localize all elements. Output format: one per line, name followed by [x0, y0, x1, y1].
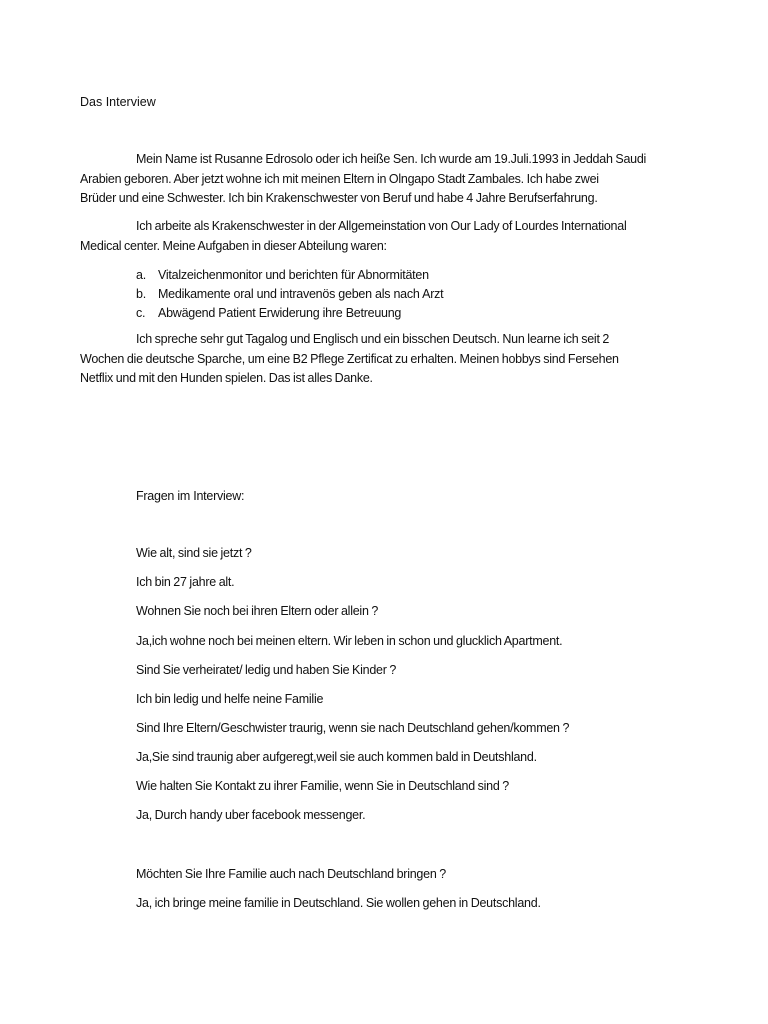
interview-answer: Ja, Durch handy uber facebook messenger. [136, 808, 366, 822]
intro-line: Brüder und eine Schwester. Ich bin Krakenschwester von Beruf und habe 4 Jahre Berufserfahrung. [80, 191, 598, 205]
interview-question: Wie halten Sie Kontakt zu ihrer Familie, wenn Sie in Deutschland sind ? [136, 779, 509, 793]
duty-marker: b. [136, 287, 146, 301]
duties-list [136, 266, 443, 323]
duty-marker: c. [136, 306, 146, 320]
language-paragraph [80, 330, 668, 389]
interview-question: Wie alt, sind sie jetzt ? [136, 546, 252, 560]
intro-paragraph [80, 150, 668, 209]
interview-answer: Ich bin ledig und helfe neine Familie [136, 692, 324, 706]
interview-question: Möchten Sie Ihre Familie auch nach Deutschland bringen ? [136, 867, 446, 881]
duty-item [136, 285, 443, 304]
language-line: Netflix und mit den Hunden spielen. Das ist alles Danke. [80, 371, 373, 385]
interview-answer: Ja, ich bringe meine familie in Deutschland. Sie wollen gehen in Deutschland. [136, 896, 541, 910]
language-line: Ich spreche sehr gut Tagalog und Englisch und ein bisschen Deutsch. Nun learne ich seit 2 [136, 332, 610, 346]
interview-answer: Ja,Sie sind traunig aber aufgeregt,weil sie auch kommen bald in Deutshland. [136, 750, 537, 764]
duty-text: Abwägend Patient Erwiderung ihre Betreuung [158, 306, 402, 320]
document-title: Das Interview [80, 95, 156, 109]
interview-question: Sind Ihre Eltern/Geschwister traurig, wenn sie nach Deutschland gehen/kommen ? [136, 721, 570, 735]
interview-answer: Ja,ich wohne noch bei meinen eltern. Wir leben in schon und glucklich Apartment. [136, 634, 563, 648]
duty-marker: a. [136, 268, 146, 282]
interview-question: Wohnen Sie noch bei ihren Eltern oder allein ? [136, 604, 379, 618]
questions-heading: Fragen im Interview: [136, 489, 245, 503]
intro-line: Arabien geboren. Aber jetzt wohne ich mit meinen Eltern in Olngapo Stadt Zambales. Ich habe zwei [80, 171, 599, 186]
duty-item [136, 304, 443, 323]
interview-question: Sind Sie verheiratet/ ledig und haben Sie Kinder ? [136, 663, 397, 677]
language-line: Wochen die deutsche Sparche, um eine B2 Pflege Zertificat zu erhalten. Meinen hobbys sind Fersehen [80, 351, 619, 366]
duty-item [136, 266, 443, 285]
duty-text: Vitalzeichenmonitor und berichten für Abnormitäten [158, 268, 429, 282]
intro-line: Mein Name ist Rusanne Edrosolo oder ich heiße Sen. Ich wurde am 19.Juli.1993 in Jeddah Saudi [136, 152, 647, 166]
work-line: Medical center. Meine Aufgaben in dieser Abteilung waren: [80, 238, 387, 253]
work-line: Ich arbeite als Krakenschwester in der Allgemeinstation von Our Lady of Lourdes International [136, 219, 627, 233]
interview-answer: Ich bin 27 jahre alt. [136, 575, 235, 589]
work-paragraph [80, 217, 668, 256]
duty-text: Medikamente oral und intravenös geben als nach Arzt [158, 287, 444, 301]
